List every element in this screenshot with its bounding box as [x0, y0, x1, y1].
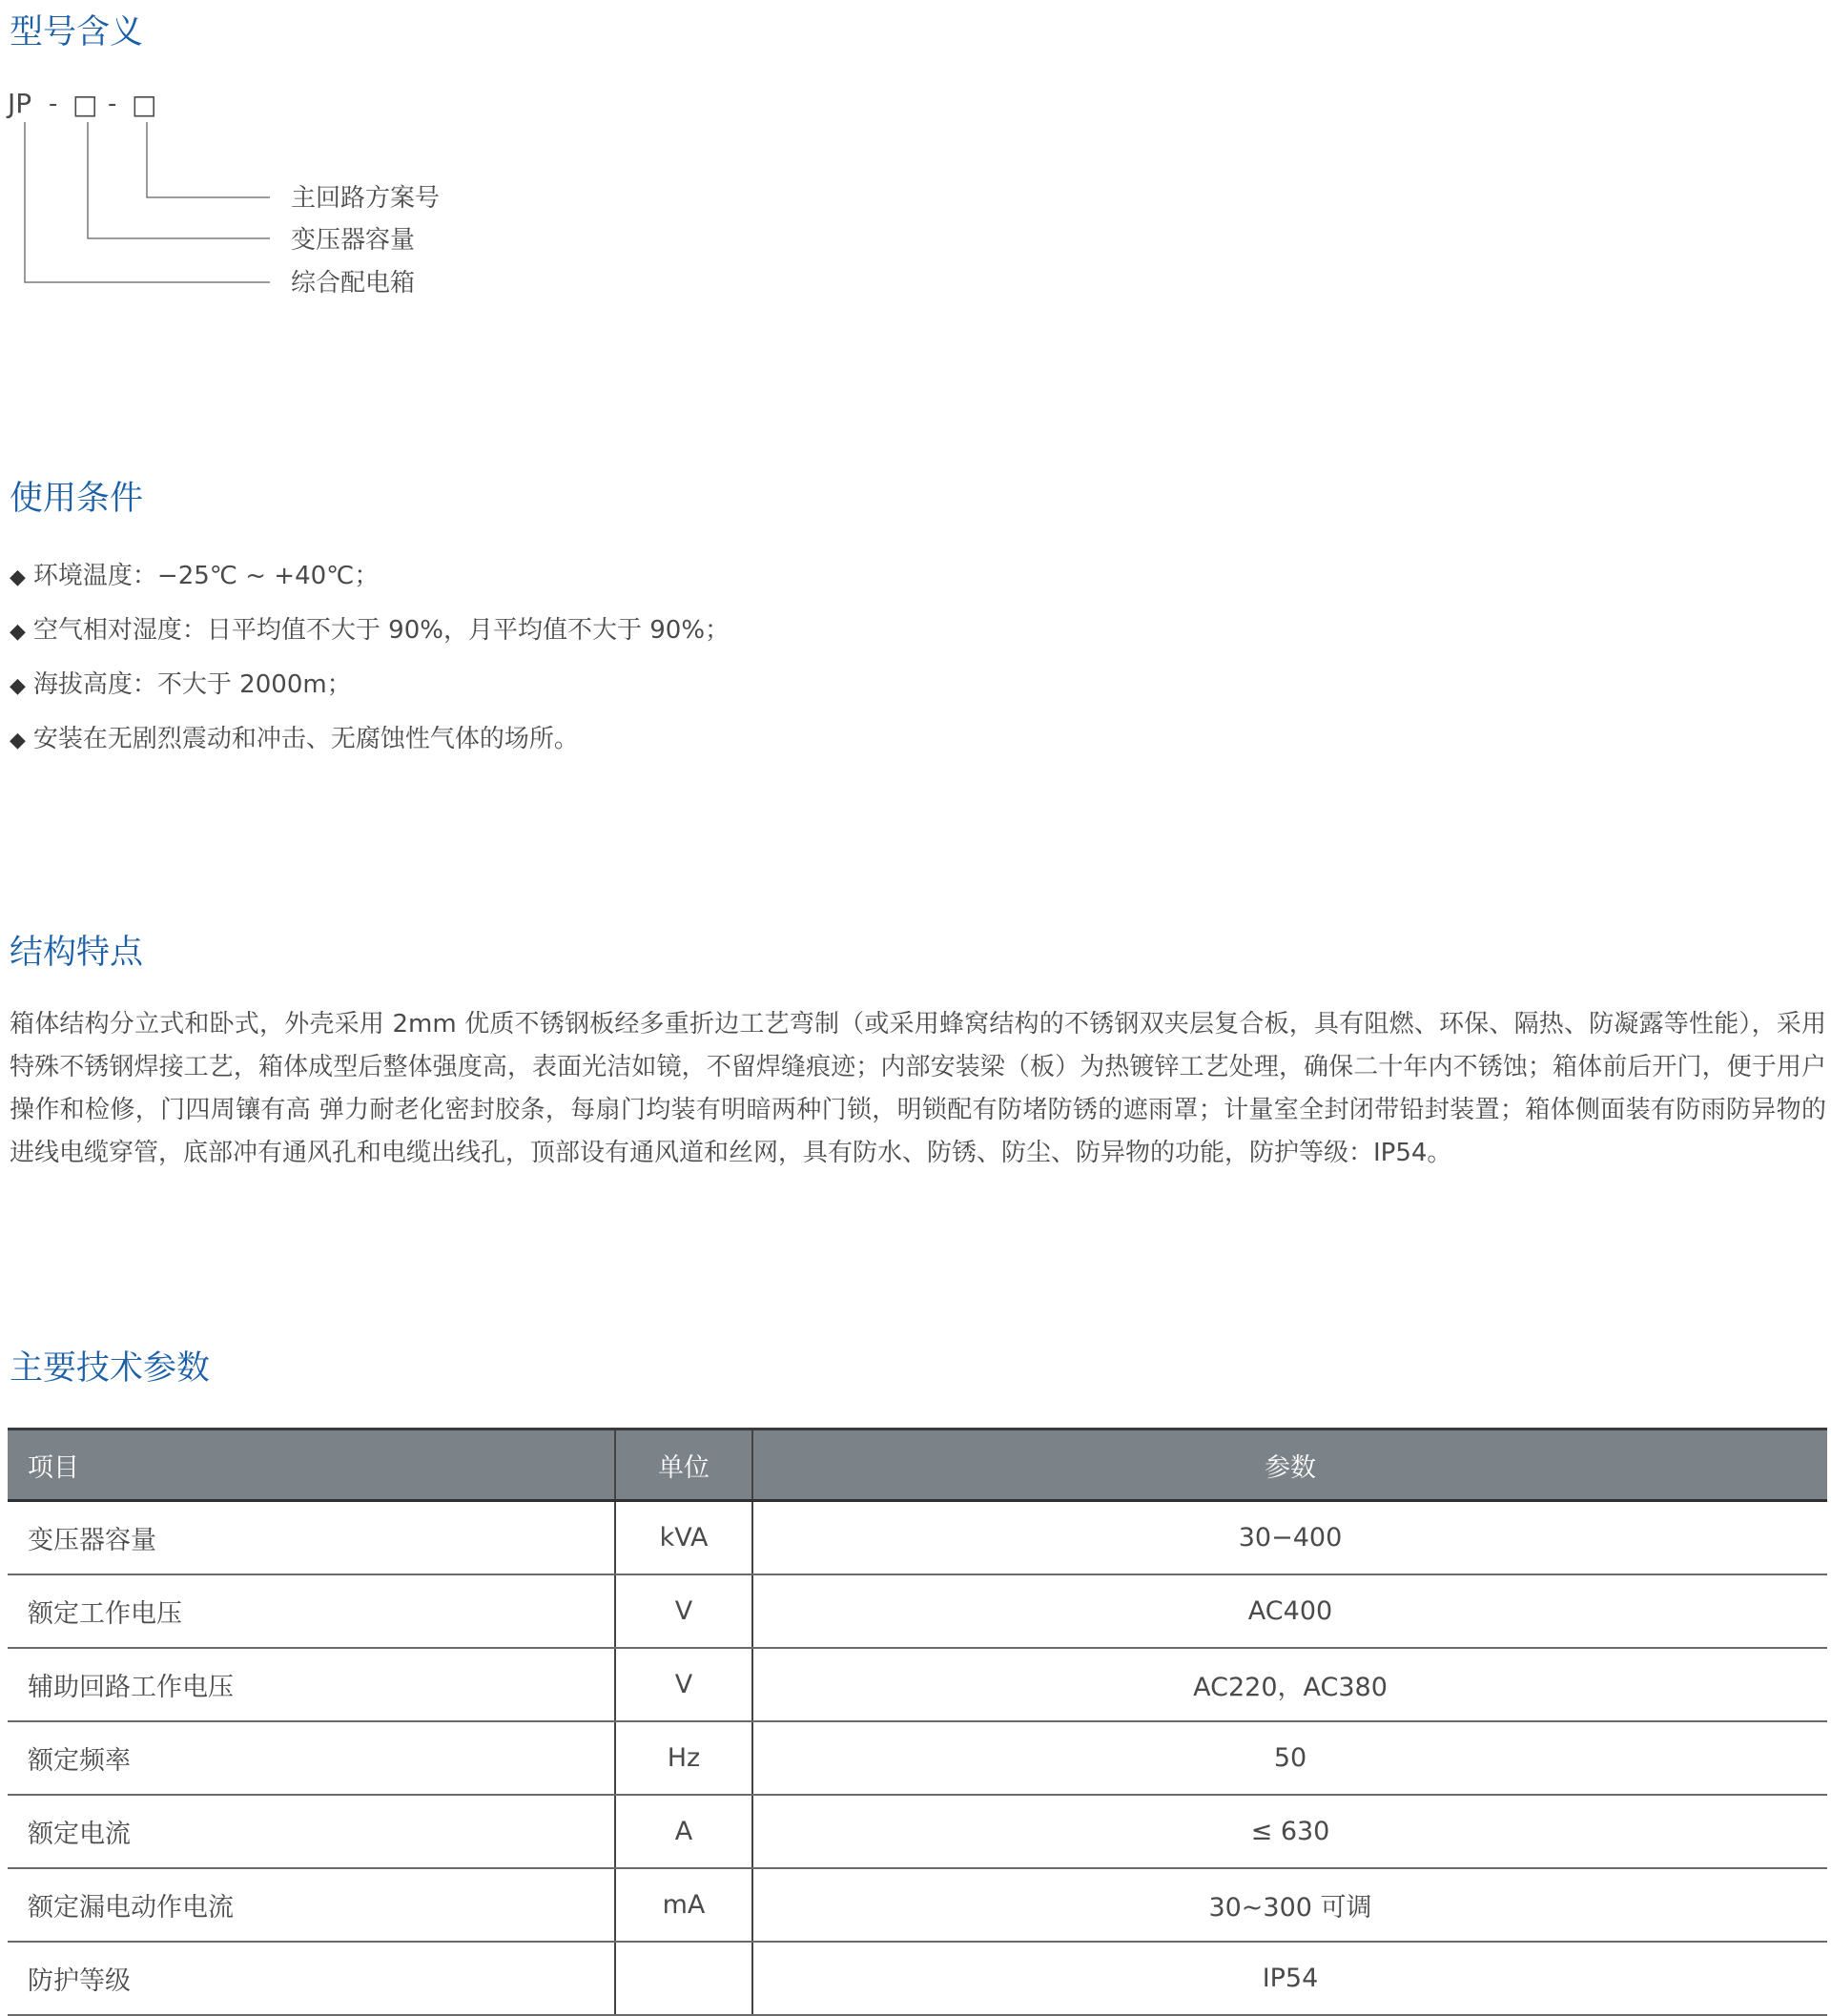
cell-unit: V [615, 1648, 752, 1721]
condition-item [10, 712, 730, 767]
cell-item: 额定工作电压 [8, 1574, 615, 1648]
diamond-bullet-icon: ◆ [10, 566, 26, 589]
cell-unit: V [615, 1574, 752, 1648]
model-code-diagram [0, 76, 572, 305]
cell-param: IP54 [752, 1942, 1827, 2015]
conditions-list [10, 549, 730, 767]
table-row [8, 1795, 1827, 1868]
header-item: 项目 [8, 1430, 615, 1501]
header-unit: 单位 [615, 1430, 752, 1501]
leader-line-capacity [88, 122, 270, 238]
diamond-bullet-icon: ◆ [10, 620, 26, 644]
condition-text: 空气相对湿度：日平均值不大于 90%，月平均值不大于 90%； [32, 616, 730, 645]
label-main-circuit-scheme: 主回路方案号 [291, 184, 441, 213]
cell-param: 30~300 可调 [752, 1868, 1827, 1942]
section-title-structure: 结构特点 [10, 934, 144, 972]
condition-text: 安装在无剧烈震动和冲击、无腐蚀性气体的场所。 [32, 725, 579, 753]
cell-unit: Hz [615, 1721, 752, 1795]
label-transformer-capacity: 变压器容量 [291, 226, 416, 255]
cell-item: 辅助回路工作电压 [8, 1648, 615, 1721]
table-header-row [8, 1430, 1827, 1501]
cell-param: 30−400 [752, 1501, 1827, 1575]
model-leader-lines [25, 122, 270, 282]
diamond-bullet-icon: ◆ [10, 729, 26, 752]
section-title-model: 型号含义 [10, 13, 144, 51]
condition-item [10, 658, 730, 712]
table-row [8, 1648, 1827, 1721]
section-title-params: 主要技术参数 [10, 1349, 211, 1388]
cell-unit [615, 1942, 752, 2015]
structure-paragraph: 箱体结构分立式和卧式，外壳采用 2mm 优质不锈钢板经多重折边工艺弯制（或采用蜂窝结构的不锈钢双夹层复合板，具有阻燃、环保、隔热、防凝露等性能），采用特殊不锈钢焊接工艺，箱体成型后整体强度高，表面光洁如镜，不留焊缝痕迹；内部安装梁（板）为热镀锌工艺处理，确保二十年内不锈蚀；箱体前后开门，便于用户操作和检修，门四周镶有高 弹力耐老化密封胶条，每扇门均装有明暗两种门锁，明锁配有防堵防锈的遮雨罩；计量室全封闭带铅封装置；箱体侧面装有防雨防异物的进线电缆穿管，底部冲有通风孔和电缆出线孔，顶部设有通风道和丝网，具有防水、防锈、防尘、防异物的功能，防护等级：IP54。 [10, 1010, 1826, 1167]
condition-text: 环境温度：−25℃ ~ +40℃； [32, 562, 380, 590]
spec-table [8, 1428, 1827, 2016]
model-box-1: □ [72, 89, 98, 120]
model-prefix: JP [8, 88, 32, 119]
table-row [8, 1574, 1827, 1648]
cell-param: AC400 [752, 1574, 1827, 1648]
table-row [8, 1942, 1827, 2015]
cell-unit: A [615, 1795, 752, 1868]
model-box-2: □ [132, 89, 157, 120]
table-row [8, 1501, 1827, 1575]
model-separator-2: - [108, 90, 117, 118]
model-separator-1: - [49, 90, 58, 118]
table-row [8, 1868, 1827, 1942]
cell-unit: kVA [615, 1501, 752, 1575]
cell-unit: mA [615, 1868, 752, 1942]
cell-item: 变压器容量 [8, 1501, 615, 1575]
table-row [8, 1721, 1827, 1795]
cell-item: 额定频率 [8, 1721, 615, 1795]
cell-item: 额定电流 [8, 1795, 615, 1868]
condition-item [10, 549, 730, 604]
leader-line-scheme [147, 122, 270, 197]
cell-item: 额定漏电动作电流 [8, 1868, 615, 1942]
cell-param: ≤ 630 [752, 1795, 1827, 1868]
cell-param: 50 [752, 1721, 1827, 1795]
header-param: 参数 [752, 1430, 1827, 1501]
condition-item [10, 604, 730, 658]
condition-text: 海拔高度：不大于 2000m； [32, 670, 352, 699]
diamond-bullet-icon: ◆ [10, 674, 26, 698]
cell-param: AC220，AC380 [752, 1648, 1827, 1721]
cell-item: 防护等级 [8, 1942, 615, 2015]
section-title-conditions: 使用条件 [10, 480, 144, 518]
label-distribution-box: 综合配电箱 [291, 269, 416, 298]
